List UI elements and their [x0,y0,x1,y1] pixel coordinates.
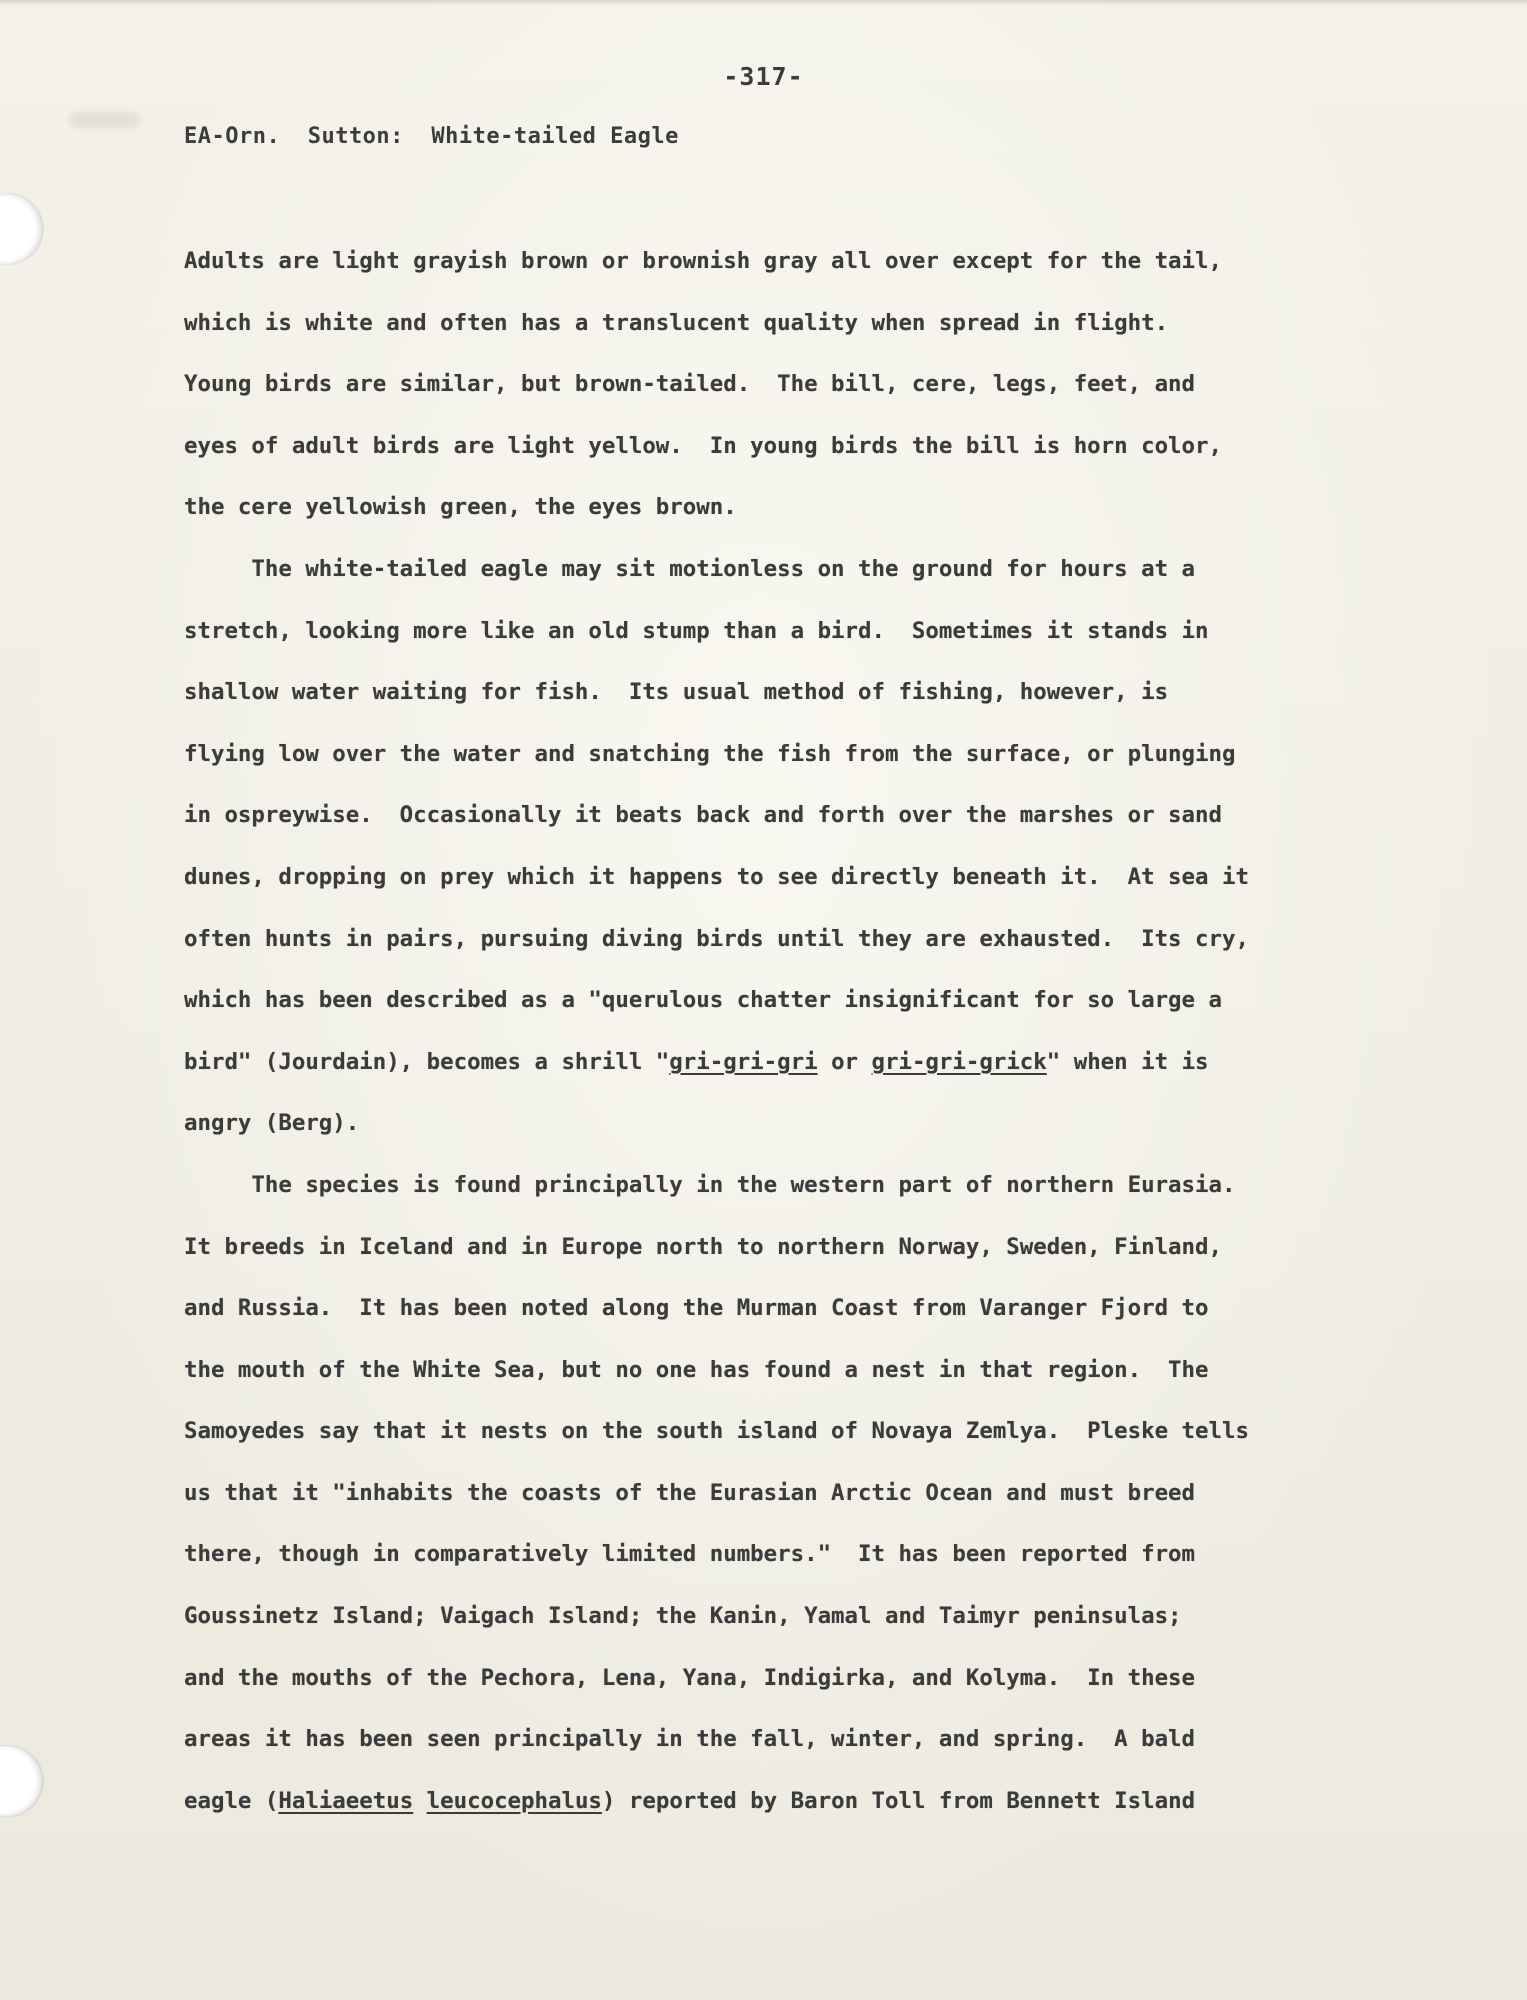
text-line [184,243,1404,305]
text-segment: stretch, looking more like an old stump than a bird. Sometimes it stands in [184,617,1209,644]
binder-hole-bottom [0,1746,42,1816]
text-line [184,921,1404,983]
text-line [184,1105,1404,1167]
page-number: -317- [723,62,804,91]
text-segment: Goussinetz Island; Vaigach Island; the Kanin, Yamal and Taimyr peninsulas; [184,1603,1182,1630]
text-line [184,859,1404,921]
running-header: EA-Orn. Sutton: White-tailed Eagle [184,124,679,149]
text-line [184,797,1404,859]
underlined-term: Haliaeetus [278,1787,414,1814]
text-segment: dunes, dropping on prey which it happens to see directly beneath it. At sea it [184,863,1249,890]
text-line [184,1229,1404,1291]
underlined-term: leucocephalus [426,1787,602,1814]
text-line [184,1167,1404,1229]
text-segment: bird" (Jourdain), becomes a shrill " [184,1048,670,1075]
text-segment: eyes of adult birds are light yellow. In young birds the bill is horn color, [184,432,1222,459]
text-segment: Young birds are similar, but brown-tailed. The bill, cere, legs, feet, and [184,371,1196,398]
text-segment: the mouth of the White Sea, but no one has found a nest in that region. The [184,1356,1209,1383]
text-segment: Adults are light grayish brown or brownish gray all over except for the tail, [184,248,1222,274]
text-line [184,1536,1404,1598]
text-line [184,489,1404,551]
text-segment: The species is found principally in the western part of northern Eurasia. [184,1171,1236,1198]
text-segment: The white-tailed eagle may sit motionless on the ground for hours at a [184,555,1196,582]
text-segment: often hunts in pairs, pursuing diving birds until they are exhausted. Its cry, [184,925,1249,952]
text-line [184,674,1404,736]
text-segment: in ospreywise. Occasionally it beats back and forth over the marshes or sand [184,802,1222,829]
text-line [184,613,1404,675]
text-segment: which is white and often has a translucent quality when spread in flight. [184,309,1169,336]
text-line [184,1783,1404,1845]
text-segment: or [817,1048,872,1075]
text-segment: eagle ( [184,1787,279,1814]
text-line [184,366,1404,428]
ink-smudge [70,112,140,128]
text-line [184,551,1404,613]
text-segment [413,1788,426,1814]
text-line [184,428,1404,490]
page-top-edge [0,0,1527,6]
text-segment: flying low over the water and snatching the fish from the surface, or plunging [184,740,1236,767]
text-segment: " when it is [1046,1048,1209,1075]
text-segment: shallow water waiting for fish. Its usual method of fishing, however, is [184,679,1169,706]
text-segment: the cere yellowish green, the eyes brown. [184,494,737,521]
text-segment: us that it "inhabits the coasts of the Eurasian Arctic Ocean and must breed [184,1479,1196,1506]
body-text [184,243,1404,1844]
text-line [184,1475,1404,1537]
text-segment: angry (Berg). [184,1110,360,1137]
text-segment: Samoyedes say that it nests on the south island of Novaya Zemlya. Pleske tells [184,1418,1249,1445]
text-line [184,305,1404,367]
binder-hole-top [0,194,42,264]
text-line [184,1721,1404,1783]
text-line [184,1352,1404,1414]
text-segment: and Russia. It has been noted along the Murman Coast from Varanger Fjord to [184,1295,1209,1322]
text-line [184,1598,1404,1660]
text-segment: areas it has been seen principally in the fall, winter, and spring. A bald [184,1726,1196,1753]
text-segment: ) reported by Baron Toll from Bennett Island [601,1787,1196,1814]
text-line [184,736,1404,798]
text-line [184,1660,1404,1722]
text-segment: It breeds in Iceland and in Europe north to northern Norway, Sweden, Finland, [184,1233,1222,1260]
text-line [184,1413,1404,1475]
text-segment: and the mouths of the Pechora, Lena, Yana, Indigirka, and Kolyma. In these [184,1664,1196,1691]
text-line [184,1290,1404,1352]
underlined-term: gri-gri-grick [871,1048,1047,1075]
text-line [184,1044,1404,1106]
text-segment: there, though in comparatively limited numbers." It has been reported from [184,1541,1196,1568]
text-segment: which has been described as a "querulous chatter insignificant for so large a [184,987,1222,1014]
underlined-term: gri-gri-gri [669,1048,818,1075]
text-line [184,982,1404,1044]
